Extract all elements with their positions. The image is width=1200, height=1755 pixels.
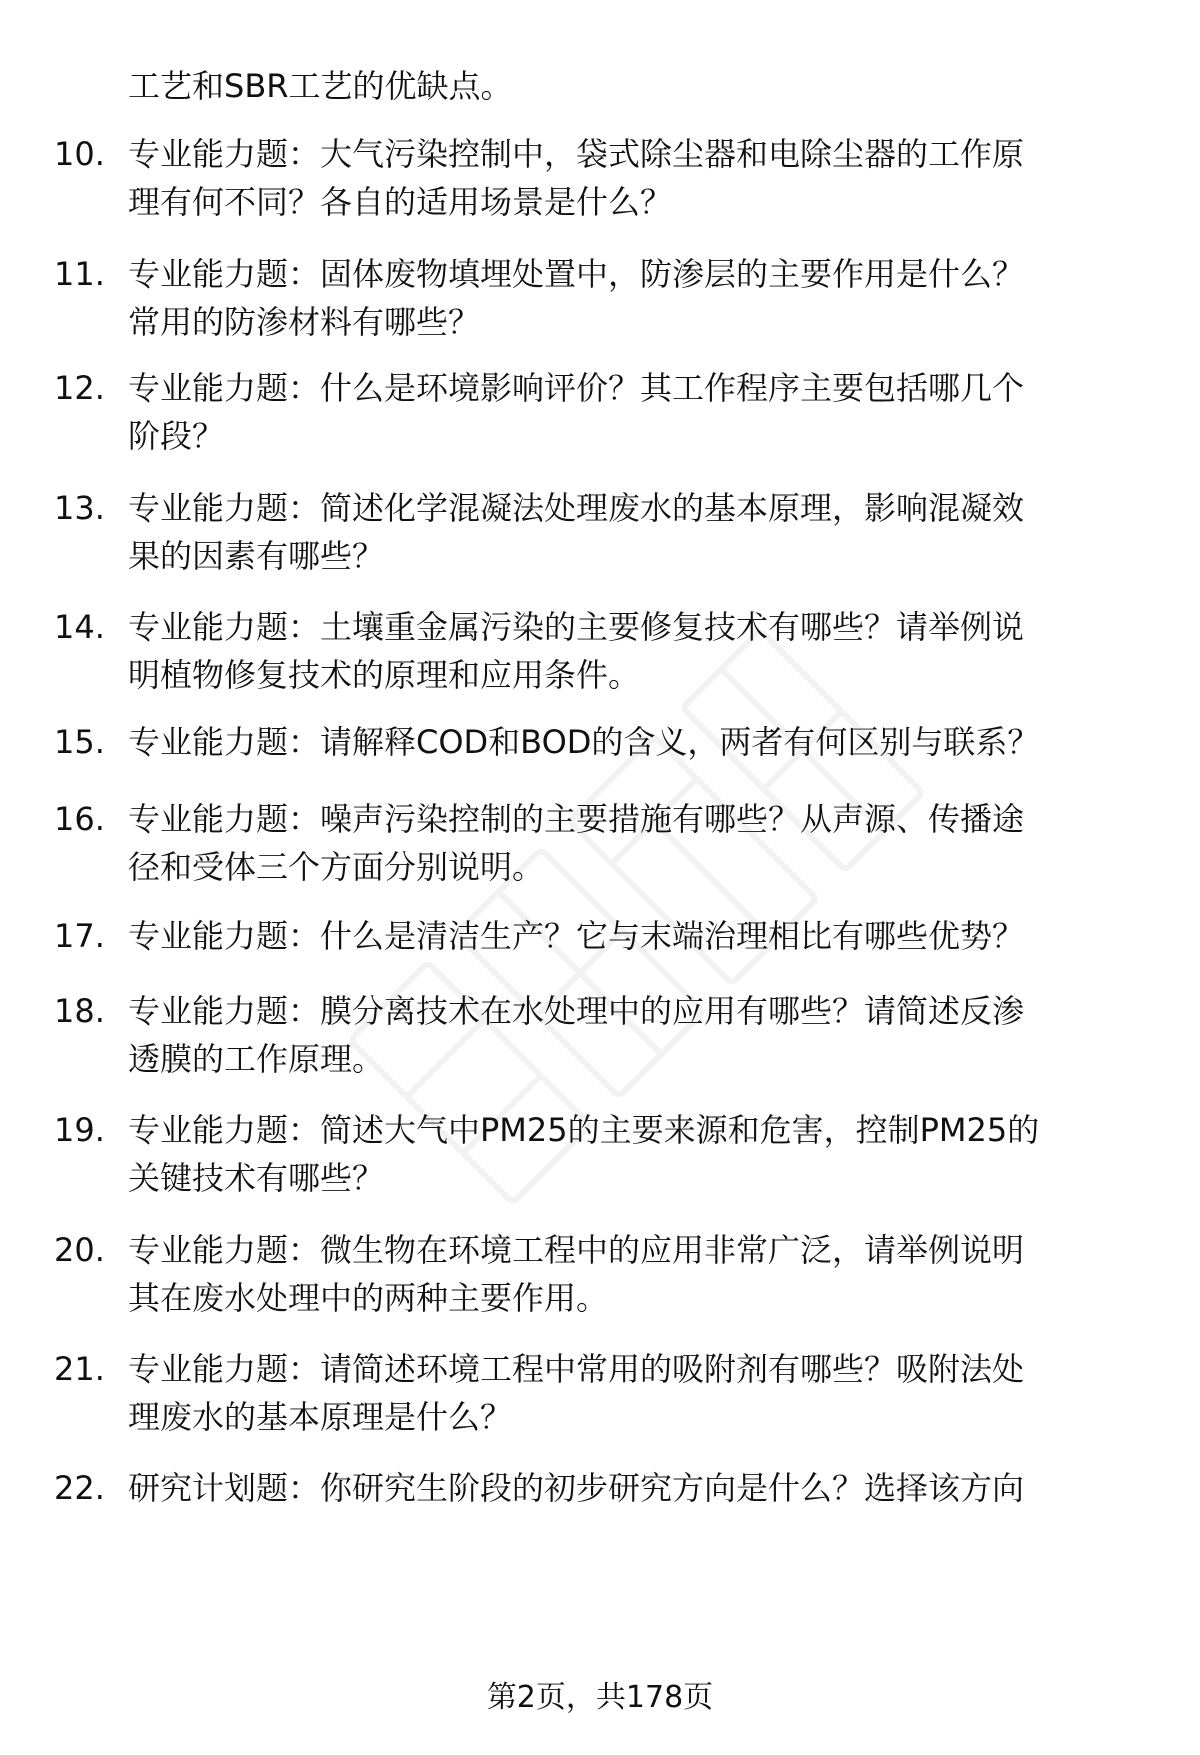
item-text-line: 专业能力题：微生物在环境工程中的应用非常广泛，请举例说明 [128, 1231, 1025, 1269]
item-number: 19. [54, 1111, 105, 1149]
item-text-line: 专业能力题：请简述环境工程中常用的吸附剂有哪些？吸附法处 [128, 1350, 1025, 1388]
item-text-line: 专业能力题：土壤重金属污染的主要修复技术有哪些？请举例说 [128, 608, 1025, 646]
item-text-line: 专业能力题：噪声污染控制的主要措施有哪些？从声源、传播途 [128, 800, 1025, 838]
page-footer: 第2页，共178页 [486, 1680, 714, 1715]
item-number: 15. [54, 723, 105, 761]
item-text-line: 关键技术有哪些？ [128, 1159, 385, 1197]
item-number: 14. [54, 608, 105, 646]
item-number: 11. [54, 255, 105, 293]
item-number: 20. [54, 1231, 105, 1269]
item-text-line: 专业能力题：简述大气中PM25的主要来源和危害，控制PM25的 [128, 1111, 1040, 1149]
item-text-line: 专业能力题：膜分离技术在水处理中的应用有哪些？请简述反渗 [128, 992, 1025, 1030]
item-number: 16. [54, 800, 105, 838]
item-text-line: 理有何不同？各自的适用场景是什么？ [128, 183, 673, 221]
item-text-line: 研究计划题：你研究生阶段的初步研究方向是什么？选择该方向 [128, 1469, 1025, 1507]
item-text-line: 径和受体三个方面分别说明。 [128, 848, 545, 886]
item-number: 17. [54, 917, 105, 955]
item-text-line: 透膜的工作原理。 [128, 1040, 385, 1078]
item-text-line: 阶段？ [128, 417, 225, 455]
item-text-line: 明植物修复技术的原理和应用条件。 [128, 656, 641, 694]
item-number: 13. [54, 489, 105, 527]
item-number: 18. [54, 992, 105, 1030]
item-text-line: 果的因素有哪些？ [128, 537, 385, 575]
item-number: 22. [54, 1469, 105, 1507]
item-text-line: 专业能力题：固体废物填埋处置中，防渗层的主要作用是什么？ [128, 255, 1025, 293]
item-number: 21. [54, 1350, 105, 1388]
item-text-line: 常用的防渗材料有哪些？ [128, 303, 481, 341]
item-text-line: 专业能力题：什么是清洁生产？它与末端治理相比有哪些优势？ [128, 917, 1025, 955]
item-text-line: 专业能力题：大气污染控制中，袋式除尘器和电除尘器的工作原 [128, 135, 1025, 173]
continuation-text: 工艺和SBR工艺的优缺点。 [128, 67, 513, 105]
item-number: 12. [54, 369, 105, 407]
item-number: 10. [54, 135, 105, 173]
item-text-line: 理废水的基本原理是什么？ [128, 1398, 513, 1436]
item-text-line: 专业能力题：简述化学混凝法处理废水的基本原理，影响混凝效 [128, 489, 1025, 527]
item-text-line: 其在废水处理中的两种主要作用。 [128, 1279, 609, 1317]
item-text-line: 专业能力题：什么是环境影响评价？其工作程序主要包括哪几个 [128, 369, 1025, 407]
item-text-line: 专业能力题：请解释COD和BOD的含义，两者有何区别与联系？ [128, 723, 1040, 761]
